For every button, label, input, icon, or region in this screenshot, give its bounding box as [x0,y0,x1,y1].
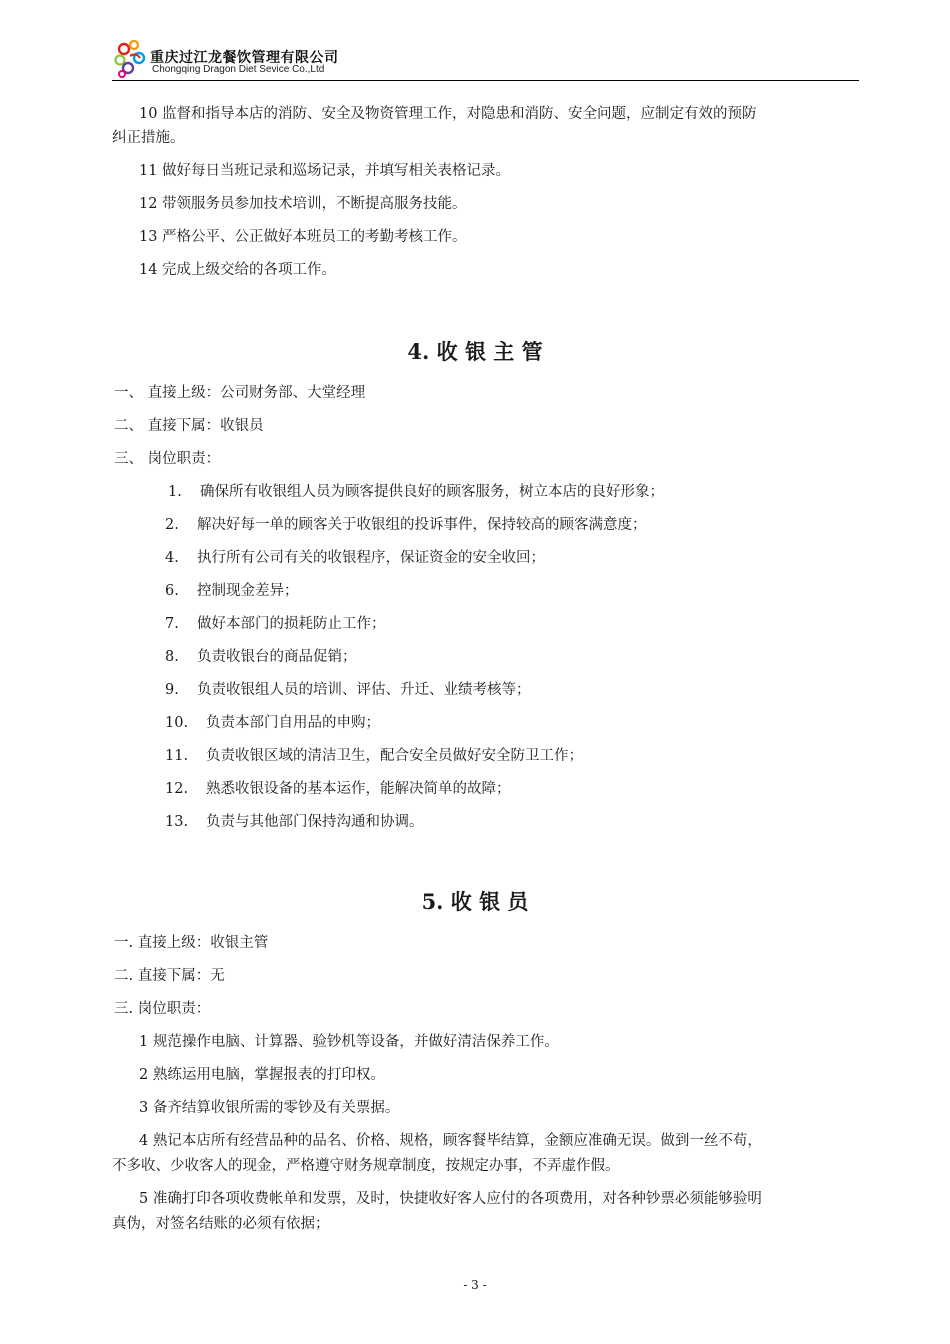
duty-item [165,779,511,799]
duty-text: 负责与其他部门保持沟通和协调。 [206,814,424,830]
company-name-en: Chongqing Dragon Diet Sevice Co.,Ltd [152,64,325,75]
duty-item [165,614,386,634]
company-name-cn: 重庆过江龙餐饮管理有限公司 [150,50,339,66]
duty-text: 确保所有收银组人员为顾客提供良好的顾客服务，树立本店的良好形象； [200,484,664,500]
cashier-item-5-line2: 真伪，对签名结账的必须有依据； [112,1216,330,1232]
top-item-10-line1: 10 监督和指导本店的消防、安全及物资管理工作，对隐患和消防、安全问题，应制定有效的预防 [139,106,757,122]
duty-number: 13. [165,814,189,830]
duty-item [165,548,545,568]
duty-item [165,746,583,766]
duty-text: 负责本部门自用品的申购； [206,715,380,731]
duty-item [165,581,299,601]
duty-number: 11. [165,748,189,764]
duty-number: 7. [165,616,179,632]
company-logo-icon [112,38,154,80]
duty-text: 解决好每一单的顾客关于收银组的投诉事件，保持较高的顾客满意度； [197,517,647,533]
duty-item [168,482,664,502]
duty-item [165,680,531,700]
duty-item [165,515,647,535]
duty-text: 负责收银台的商品促销； [197,649,357,665]
duty-number: 8. [165,649,179,665]
duty-number: 1. [168,484,182,500]
top-item-13: 13 严格公平、公正做好本班员工的考勤考核工作。 [139,229,467,245]
duty-number: 12. [165,781,189,797]
top-item-11: 11 做好每日当班记录和巡场记录，并填写相关表格记录。 [139,163,511,179]
header-divider [112,80,859,81]
duty-text: 负责收银组人员的培训、评估、升迁、业绩考核等； [197,682,531,698]
duty-text: 负责收银区域的清洁卫生，配合安全员做好安全防卫工作； [206,748,583,764]
cashier-item-2: 2 熟练运用电脑，掌握报表的打印权。 [139,1067,385,1083]
cashier-item-3: 3 备齐结算收银所需的零钞及有关票据。 [139,1100,400,1116]
cashier-item-5-line1: 5 准确打印各项收费帐单和发票，及时，快捷收好客人应付的各项费用，对各种钞票必须能够验明 [139,1191,762,1207]
duty-number: 6. [165,583,179,599]
cashier-item-4-line2: 不多收、少收客人的现金，严格遵守财务规章制度，按规定办事，不弄虚作假。 [112,1158,620,1174]
section-5-superior: 一. 直接上级：收银主管 [114,935,269,951]
cashier-item-4-line1: 4 熟记本店所有经营品种的品名、价格、规格，顾客餐毕结算，金额应准确无误。做到一丝不苟， [139,1133,762,1149]
top-item-12: 12 带领服务员参加技术培训，不断提高服务技能。 [139,196,467,212]
duty-item [165,812,424,832]
section-5-subordinate: 二. 直接下属：无 [114,968,225,984]
section-4-heading: 4. 收 银 主 管 [407,339,543,364]
duty-number: 10. [165,715,189,731]
duty-number: 2. [165,517,179,533]
duty-number: 4. [165,550,179,566]
duty-text: 控制现金差异； [197,583,299,599]
section-4-subordinate: 二、 直接下属：收银员 [114,418,264,434]
page-header [112,38,859,80]
section-4-duties-label: 三、 岗位职责： [114,451,221,467]
page-number: - 3 - [463,1278,487,1292]
duty-item [165,713,380,733]
top-item-14: 14 完成上级交给的各项工作。 [139,262,337,278]
section-4-superior: 一、 直接上级：公司财务部、大堂经理 [114,385,366,401]
duty-text: 做好本部门的损耗防止工作； [197,616,386,632]
duty-item [165,647,357,667]
section-5-duties-label: 三. 岗位职责： [114,1001,211,1017]
top-item-10-line2: 纠正措施。 [112,130,185,146]
cashier-item-1: 1 规范操作电脑、计算器、验钞机等设备，并做好清洁保养工作。 [139,1034,559,1050]
duty-number: 9. [165,682,179,698]
duty-text: 执行所有公司有关的收银程序，保证资金的安全收回； [197,550,545,566]
section-5-heading: 5. 收 银 员 [421,889,529,914]
duty-text: 熟悉收银设备的基本运作，能解决简单的故障； [206,781,511,797]
